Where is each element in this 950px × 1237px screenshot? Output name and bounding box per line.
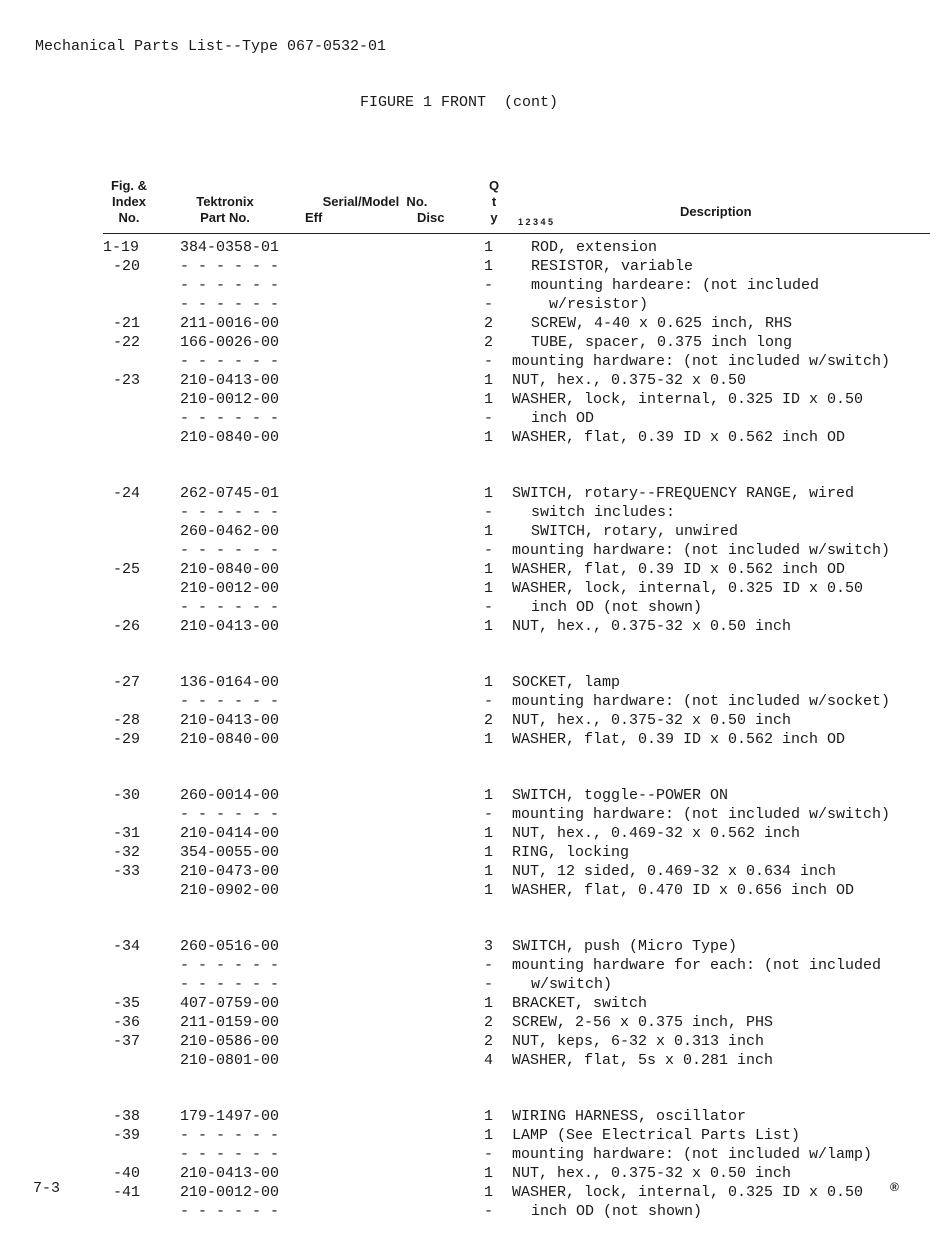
parts-row [0, 1051, 950, 1070]
description: RESISTOR, variable [531, 258, 694, 275]
column-header-disc: Disc [417, 210, 445, 225]
group-spacer [0, 636, 950, 673]
quantity: 1 [484, 429, 494, 446]
description: WASHER, lock, internal, 0.325 ID x 0.50 [512, 580, 864, 597]
index-number: -32 [113, 844, 141, 861]
quantity: 1 [484, 391, 494, 408]
index-number: -31 [113, 825, 141, 842]
quantity: 2 [484, 1014, 494, 1031]
description: NUT, hex., 0.375-32 x 0.50 inch [512, 712, 792, 729]
index-number: -39 [113, 1127, 141, 1144]
description: NUT, hex., 0.375-32 x 0.50 [512, 372, 747, 389]
quantity: 1 [484, 825, 494, 842]
part-number: - - - - - - [180, 599, 280, 616]
parts-row [0, 522, 950, 541]
parts-row [0, 579, 950, 598]
part-number: 210-0012-00 [180, 1184, 280, 1201]
description: SCREW, 2-56 x 0.375 inch, PHS [512, 1014, 774, 1031]
part-number: 210-0801-00 [180, 1052, 280, 1069]
index-number: -35 [113, 995, 141, 1012]
index-number: -26 [113, 618, 141, 635]
column-header-fig-index: Fig. & Index No. [110, 178, 148, 225]
index-number: -38 [113, 1108, 141, 1125]
quantity: 1 [484, 844, 494, 861]
group-spacer [0, 749, 950, 786]
column-header-eff: Eff [305, 210, 323, 225]
part-number: 210-0413-00 [180, 618, 280, 635]
index-number: -28 [113, 712, 141, 729]
quantity: - [484, 296, 494, 313]
index-number: -33 [113, 863, 141, 880]
quantity: - [484, 976, 494, 993]
parts-row [0, 1107, 950, 1126]
description: mounting hardeare: (not included [531, 277, 820, 294]
part-number: - - - - - - [180, 410, 280, 427]
index-number: -25 [113, 561, 141, 578]
part-number: 260-0516-00 [180, 938, 280, 955]
registered-mark: ® [890, 1180, 899, 1194]
description: WASHER, flat, 5s x 0.281 inch [512, 1052, 774, 1069]
part-number: 260-0014-00 [180, 787, 280, 804]
description: SOCKET, lamp [512, 674, 621, 691]
description: w/resistor) [549, 296, 649, 313]
parts-row [0, 428, 950, 447]
quantity: 1 [484, 1165, 494, 1182]
part-number: - - - - - - [180, 693, 280, 710]
group-spacer [0, 1070, 950, 1107]
parts-row [0, 238, 950, 257]
index-number: 1-19 [103, 239, 140, 256]
quantity: - [484, 1146, 494, 1163]
description: BRACKET, switch [512, 995, 648, 1012]
parts-row [0, 786, 950, 805]
part-number: - - - - - - [180, 957, 280, 974]
quantity: 1 [484, 523, 494, 540]
figure-title: FIGURE 1 FRONT (cont) [360, 94, 559, 111]
part-number: 210-0840-00 [180, 561, 280, 578]
parts-row [0, 617, 950, 636]
description: mounting hardware: (not included w/socket) [512, 693, 891, 710]
parts-row [0, 937, 950, 956]
description: WASHER, flat, 0.470 ID x 0.656 inch OD [512, 882, 855, 899]
quantity: - [484, 693, 494, 710]
description: NUT, hex., 0.469-32 x 0.562 inch [512, 825, 801, 842]
description: mounting hardware for each: (not included [512, 957, 882, 974]
part-number: - - - - - - [180, 1203, 280, 1220]
part-number: 210-0012-00 [180, 391, 280, 408]
index-number: -24 [113, 485, 141, 502]
description: TUBE, spacer, 0.375 inch long [531, 334, 793, 351]
parts-row [0, 276, 950, 295]
quantity: 1 [484, 863, 494, 880]
column-header-qty: Q t y [488, 178, 500, 225]
description: NUT, hex., 0.375-32 x 0.50 inch [512, 1165, 792, 1182]
description: mounting hardware: (not included w/switch) [512, 806, 891, 823]
parts-row [0, 541, 950, 560]
parts-row [0, 711, 950, 730]
description: w/switch) [531, 976, 613, 993]
quantity: 1 [484, 674, 494, 691]
quantity: 1 [484, 258, 494, 275]
parts-row [0, 956, 950, 975]
parts-row [0, 560, 950, 579]
parts-row [0, 484, 950, 503]
part-number: 210-0586-00 [180, 1033, 280, 1050]
parts-row [0, 862, 950, 881]
parts-row [0, 824, 950, 843]
part-number: 210-0413-00 [180, 1165, 280, 1182]
part-number: 407-0759-00 [180, 995, 280, 1012]
description: WASHER, lock, internal, 0.325 ID x 0.50 [512, 1184, 864, 1201]
parts-row [0, 730, 950, 749]
parts-row [0, 692, 950, 711]
quantity: - [484, 410, 494, 427]
part-number: - - - - - - [180, 542, 280, 559]
part-number: - - - - - - [180, 277, 280, 294]
description: inch OD (not shown) [531, 1203, 703, 1220]
part-number: 166-0026-00 [180, 334, 280, 351]
column-header-part-no: Tektronix Part No. [196, 194, 254, 225]
parts-row [0, 371, 950, 390]
description: inch OD (not shown) [531, 599, 703, 616]
parts-row [0, 994, 950, 1013]
description: inch OD [531, 410, 595, 427]
quantity: - [484, 353, 494, 370]
quantity: 2 [484, 315, 494, 332]
column-header-description: Description [680, 204, 752, 219]
parts-row [0, 257, 950, 276]
quantity: 1 [484, 372, 494, 389]
parts-row [0, 390, 950, 409]
part-number: 211-0016-00 [180, 315, 280, 332]
index-number: -40 [113, 1165, 141, 1182]
quantity: 1 [484, 1108, 494, 1125]
part-number: - - - - - - [180, 504, 280, 521]
description: mounting hardware: (not included w/lamp) [512, 1146, 873, 1163]
description: SWITCH, push (Micro Type) [512, 938, 738, 955]
parts-row [0, 1126, 950, 1145]
quantity: - [484, 504, 494, 521]
part-number: - - - - - - [180, 1127, 280, 1144]
part-number: 136-0164-00 [180, 674, 280, 691]
quantity: - [484, 542, 494, 559]
part-number: 210-0840-00 [180, 429, 280, 446]
parts-row [0, 1202, 950, 1221]
description: WASHER, flat, 0.39 ID x 0.562 inch OD [512, 731, 846, 748]
parts-row [0, 352, 950, 371]
quantity: 1 [484, 1127, 494, 1144]
part-number: 384-0358-01 [180, 239, 280, 256]
column-header-serial: Serial/Model No. [322, 194, 428, 209]
description: mounting hardware: (not included w/switch) [512, 542, 891, 559]
parts-row [0, 503, 950, 522]
index-number: -41 [113, 1184, 141, 1201]
description: SWITCH, rotary--FREQUENCY RANGE, wired [512, 485, 855, 502]
quantity: 1 [484, 787, 494, 804]
index-number: -22 [113, 334, 141, 351]
index-number: -36 [113, 1014, 141, 1031]
quantity: - [484, 599, 494, 616]
description: LAMP (See Electrical Parts List) [512, 1127, 801, 1144]
index-number: -30 [113, 787, 141, 804]
quantity: 3 [484, 938, 494, 955]
part-number: - - - - - - [180, 258, 280, 275]
part-number: - - - - - - [180, 1146, 280, 1163]
description: RING, locking [512, 844, 630, 861]
parts-row [0, 314, 950, 333]
part-number: 354-0055-00 [180, 844, 280, 861]
parts-row [0, 843, 950, 862]
parts-row [0, 1032, 950, 1051]
quantity: 1 [484, 561, 494, 578]
part-number: 179-1497-00 [180, 1108, 280, 1125]
index-number: -34 [113, 938, 141, 955]
index-number: -23 [113, 372, 141, 389]
description: SWITCH, rotary, unwired [531, 523, 739, 540]
description: WIRING HARNESS, oscillator [512, 1108, 747, 1125]
part-number: 210-0902-00 [180, 882, 280, 899]
description: switch includes: [531, 504, 676, 521]
parts-list [0, 238, 950, 1221]
quantity: 4 [484, 1052, 494, 1069]
quantity: 2 [484, 334, 494, 351]
index-number: -27 [113, 674, 141, 691]
part-number: 262-0745-01 [180, 485, 280, 502]
description: SCREW, 4-40 x 0.625 inch, RHS [531, 315, 793, 332]
parts-row [0, 673, 950, 692]
part-number: 210-0012-00 [180, 580, 280, 597]
part-number: - - - - - - [180, 806, 280, 823]
parts-row [0, 598, 950, 617]
index-number: -29 [113, 731, 141, 748]
quantity: - [484, 277, 494, 294]
parts-row [0, 409, 950, 428]
index-number: -37 [113, 1033, 141, 1050]
part-number: 210-0840-00 [180, 731, 280, 748]
parts-row [0, 1164, 950, 1183]
page-number: 7-3 [33, 1180, 61, 1197]
parts-row [0, 295, 950, 314]
quantity: 1 [484, 618, 494, 635]
index-number: -21 [113, 315, 141, 332]
part-number: - - - - - - [180, 976, 280, 993]
quantity: 1 [484, 239, 494, 256]
group-spacer [0, 447, 950, 484]
parts-row [0, 1183, 950, 1202]
parts-row [0, 805, 950, 824]
part-number: 210-0414-00 [180, 825, 280, 842]
part-number: 210-0473-00 [180, 863, 280, 880]
parts-row [0, 333, 950, 352]
description: WASHER, flat, 0.39 ID x 0.562 inch OD [512, 561, 846, 578]
quantity: 1 [484, 485, 494, 502]
description: NUT, hex., 0.375-32 x 0.50 inch [512, 618, 792, 635]
part-number: 210-0413-00 [180, 372, 280, 389]
quantity: 2 [484, 1033, 494, 1050]
quantity: - [484, 806, 494, 823]
description: NUT, keps, 6-32 x 0.313 inch [512, 1033, 765, 1050]
part-number: 211-0159-00 [180, 1014, 280, 1031]
parts-row [0, 1013, 950, 1032]
part-number: - - - - - - [180, 353, 280, 370]
quantity: - [484, 957, 494, 974]
part-number: - - - - - - [180, 296, 280, 313]
header-rule [103, 233, 930, 234]
description: WASHER, flat, 0.39 ID x 0.562 inch OD [512, 429, 846, 446]
quantity: - [484, 1203, 494, 1220]
parts-row [0, 881, 950, 900]
description: WASHER, lock, internal, 0.325 ID x 0.50 [512, 391, 864, 408]
quantity: 1 [484, 731, 494, 748]
index-number: -20 [113, 258, 141, 275]
document-title: Mechanical Parts List--Type 067-0532-01 [35, 38, 387, 55]
quantity: 2 [484, 712, 494, 729]
description: ROD, extension [531, 239, 658, 256]
group-spacer [0, 900, 950, 937]
part-number: 260-0462-00 [180, 523, 280, 540]
description: NUT, 12 sided, 0.469-32 x 0.634 inch [512, 863, 837, 880]
quantity: 1 [484, 995, 494, 1012]
description: mounting hardware: (not included w/switch) [512, 353, 891, 370]
description: SWITCH, toggle--POWER ON [512, 787, 729, 804]
quantity: 1 [484, 882, 494, 899]
part-number: 210-0413-00 [180, 712, 280, 729]
quantity: 1 [484, 580, 494, 597]
quantity: 1 [484, 1184, 494, 1201]
parts-row [0, 975, 950, 994]
parts-row [0, 1145, 950, 1164]
column-header-indent-levels: 1 2 3 4 5 [518, 217, 554, 227]
